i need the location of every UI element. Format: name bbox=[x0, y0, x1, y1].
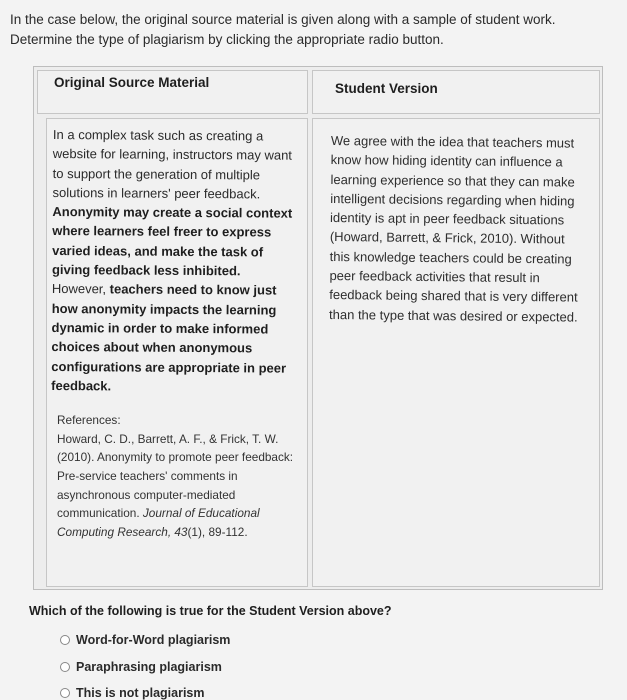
citation-journal: Journal of Educational Computing Research, 43 bbox=[57, 506, 260, 539]
citation-issue-pages: (1), 89-112. bbox=[187, 524, 248, 539]
student-version-cell bbox=[312, 118, 600, 587]
header-student-version: Student Version bbox=[312, 70, 600, 114]
source-text-bold-1: Anonymity may create a social context where learners feel freer to express varied ideas, and make the task of giving feedback less inhibited. bbox=[51, 204, 293, 279]
source-text-plain: In a complex task such as creating a website for learning, instructors may want to support the generation of multiple solutions in learners' peer feedback. bbox=[52, 126, 293, 202]
references-label: References: bbox=[57, 413, 121, 428]
comparison-table bbox=[33, 66, 603, 590]
option-not-plagiarism[interactable] bbox=[60, 686, 205, 700]
instructions-line-1: In the case below, the original source material is given along with a sample of student work. bbox=[10, 12, 556, 27]
references bbox=[53, 411, 297, 541]
original-source-cell bbox=[46, 118, 308, 587]
source-text-plain-2: However, bbox=[51, 281, 110, 297]
student-version-text: We agree with the idea that teachers must know how hiding identity can influence a learning experience so that they can make intelligent decisions regarding when hiding identity is apt in peer feedback situations (Howard, Barrett, & Frick, 2010). Without this knowledge teachers could be creating peer feedback activities that result in feedback being shared that is very different than the type that was desired or expected. bbox=[329, 132, 578, 325]
option-word-for-word[interactable] bbox=[60, 633, 230, 647]
instructions-line-2: Determine the type of plagiarism by clicking the appropriate radio button. bbox=[10, 32, 444, 47]
citation-text: Howard, C. D., Barrett, A. F., & Frick, T. W. (2010). Anonymity to promote peer feedback: Pre-service teachers' comments in asynchronous computer-mediated communication. bbox=[57, 431, 294, 521]
header-original-source: Original Source Material bbox=[37, 70, 308, 114]
radio-button[interactable] bbox=[60, 635, 70, 645]
option-label: Paraphrasing plagiarism bbox=[76, 660, 222, 674]
option-label: Word-for-Word plagiarism bbox=[76, 633, 231, 647]
reference-citation bbox=[57, 430, 297, 542]
source-text-bold-2: teachers need to know just how anonymity impacts the learning dynamic in order to make informed choices about when anonymous configurations are appropriate in peer feedback. bbox=[51, 281, 287, 394]
radio-button[interactable] bbox=[60, 662, 70, 672]
question-text: Which of the following is true for the Student Version above? bbox=[29, 604, 392, 618]
option-paraphrasing[interactable] bbox=[60, 660, 222, 674]
instructions bbox=[10, 10, 610, 50]
radio-button[interactable] bbox=[60, 688, 70, 698]
original-source-text bbox=[51, 125, 297, 397]
option-label: This is not plagiarism bbox=[76, 686, 205, 700]
